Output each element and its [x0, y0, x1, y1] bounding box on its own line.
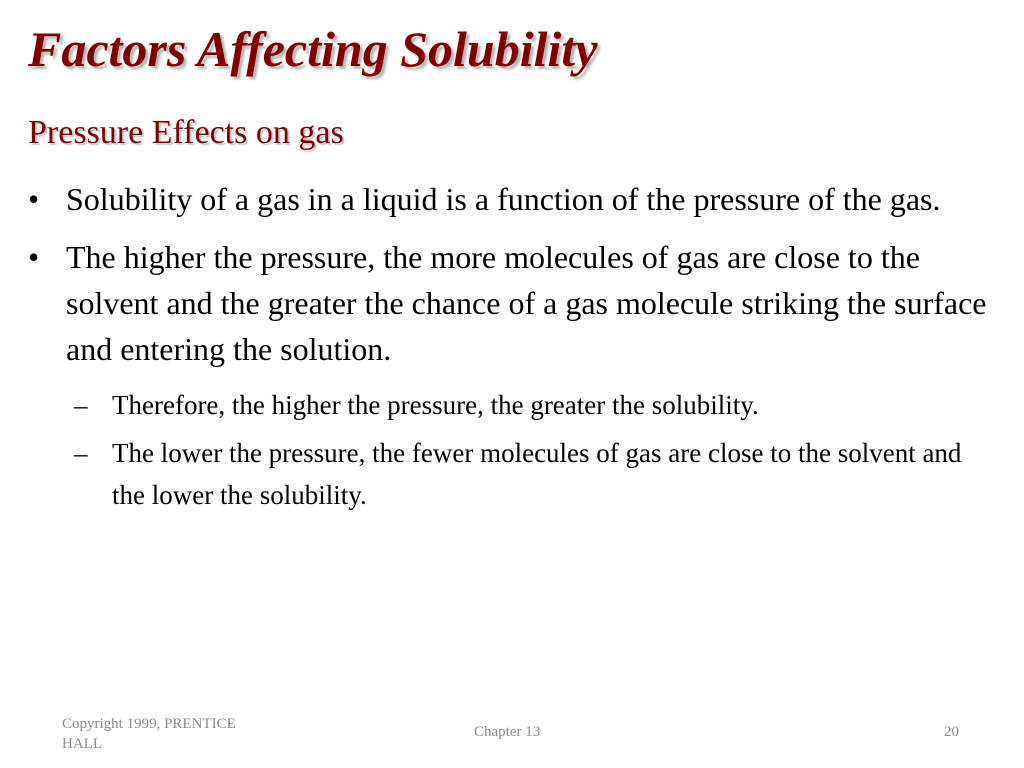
- sub-bullet-dash-icon: –: [74, 390, 88, 420]
- bullet-item: [28, 176, 990, 222]
- footer-copyright: Copyright 1999, PRENTICE HALL: [62, 716, 236, 752]
- sub-bullet-item: [66, 432, 990, 516]
- sub-bullet-text: Therefore, the higher the pressure, the greater the solubility.: [112, 390, 759, 420]
- bullet-text: Solubility of a gas in a liquid is a function of the pressure of the gas.: [66, 181, 941, 217]
- slide-body: [28, 176, 990, 522]
- bullet-dot-icon: •: [28, 181, 40, 217]
- slide-title: Factors Affecting Solubility: [28, 21, 598, 77]
- footer-page-number: 20: [944, 724, 959, 740]
- sub-bullet-item: [66, 384, 990, 426]
- bullet-text: The higher the pressure, the more molecules of gas are close to the solvent and the greater the chance of a gas molecule striking the surface and entering the solution.: [66, 239, 987, 367]
- sub-bullet-text: The lower the pressure, the fewer molecules of gas are close to the solvent and the lower the solubility.: [112, 438, 962, 510]
- footer-chapter: Chapter 13: [474, 724, 541, 740]
- bullet-item: [28, 234, 990, 372]
- bullet-dot-icon: •: [28, 239, 40, 275]
- sub-bullet-dash-icon: –: [74, 438, 88, 468]
- slide-subtitle: Pressure Effects on gas: [28, 114, 344, 151]
